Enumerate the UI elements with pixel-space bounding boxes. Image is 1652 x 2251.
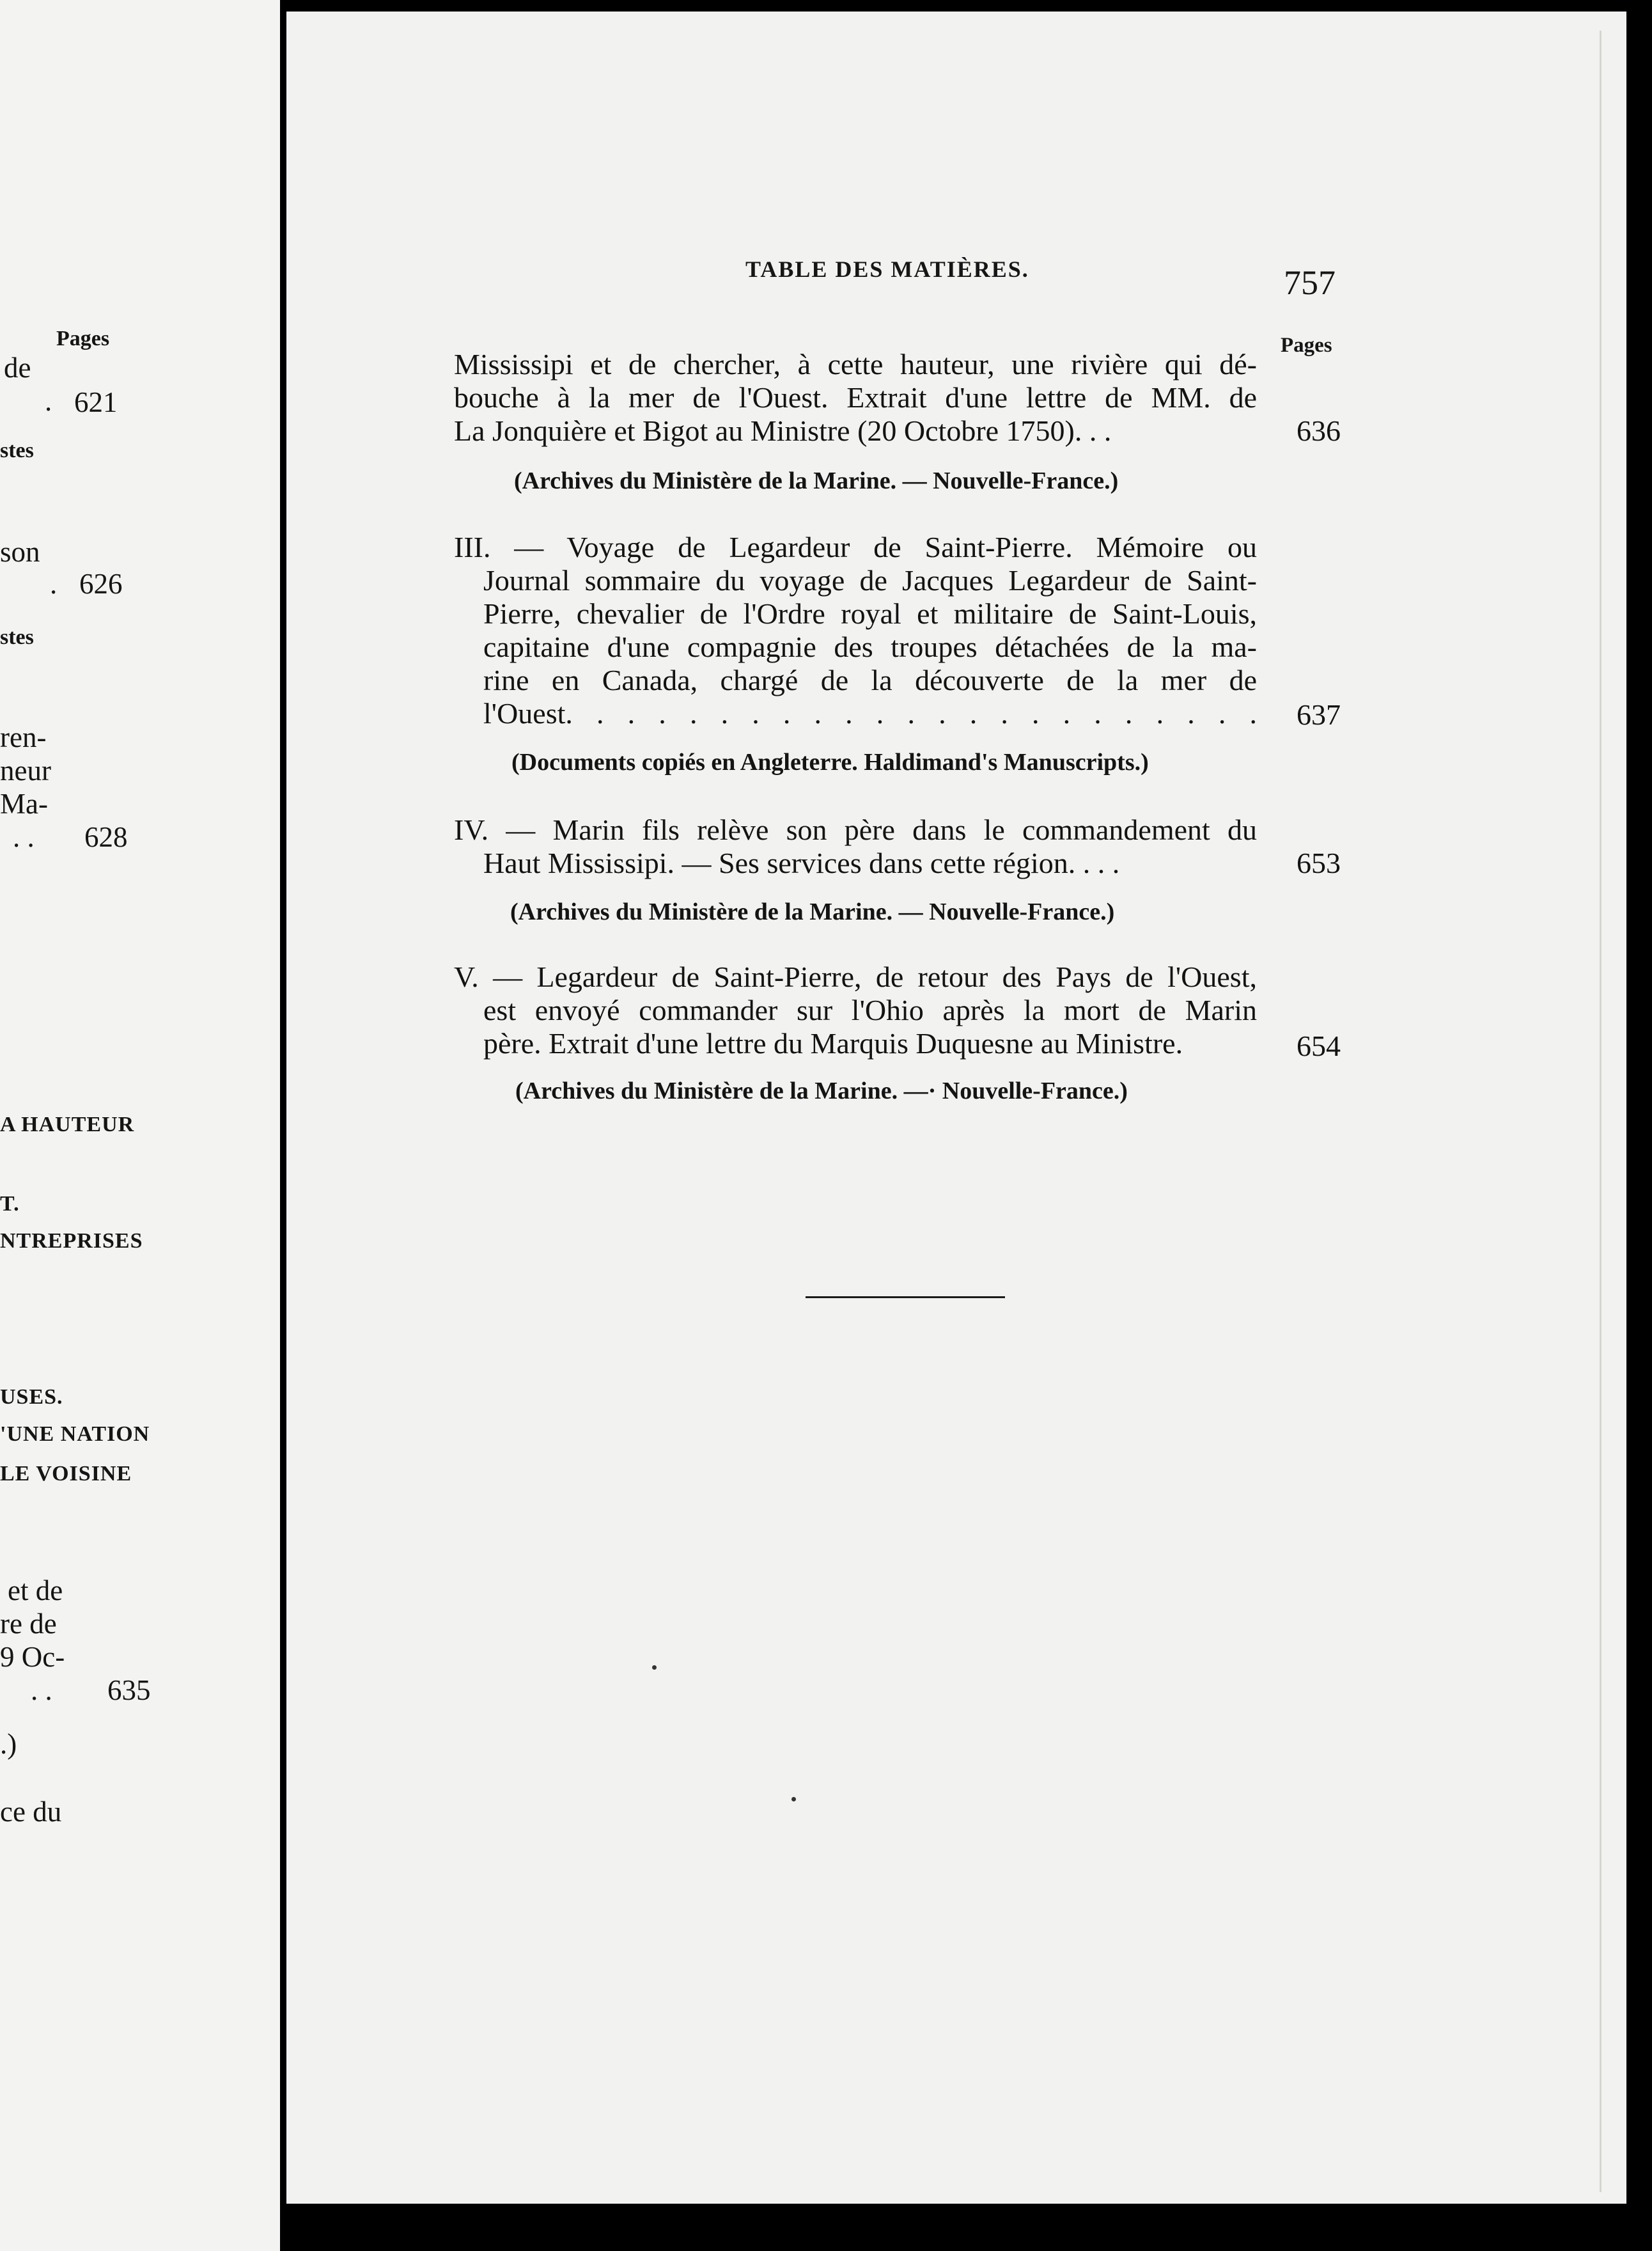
left-fragment: T. (0, 1192, 20, 1216)
left-page-fragment (0, 0, 280, 2251)
page-757 (286, 12, 1626, 2204)
running-head: TABLE DES MATIÈRES. (745, 256, 1029, 282)
toc-source-note: (Archives du Ministère de la Marine. — Nouvelle-France.) (514, 467, 1119, 494)
left-fragment: .) (0, 1728, 17, 1760)
left-fragment: A HAUTEUR (0, 1113, 135, 1136)
toc-entry-line: Pierre, chevalier de l'Ordre royal et militaire de Saint-Louis, (483, 597, 1257, 630)
toc-entry-line: père. Extrait d'une lettre du Marquis Duquesne au Ministre. (483, 1027, 1183, 1060)
toc-entry-line: Mississipi et de chercher, à cette hauteur, une rivière qui dé- (454, 348, 1257, 380)
paper-speck (791, 1797, 796, 1801)
left-pages-label: Pages (56, 327, 110, 350)
left-fragment: neur (0, 755, 51, 787)
toc-entry-line: est envoyé commander sur l'Ohio après la mort de Marin (483, 994, 1257, 1026)
left-fragment: re de (0, 1608, 57, 1640)
toc-entry-line: V. — Legardeur de Saint-Pierre, de retour des Pays de l'Ouest, (454, 961, 1257, 993)
toc-entry-line: Journal sommaire du voyage de Jacques Legardeur de Saint- (483, 564, 1257, 597)
left-fragment: Ma- (0, 788, 48, 820)
left-fragment: son (0, 536, 40, 568)
toc-page-ref: 636 (1297, 414, 1341, 447)
page-number: 757 (1284, 263, 1336, 302)
toc-page-ref: 637 (1297, 698, 1341, 731)
left-fragment: stes (0, 625, 34, 649)
toc-entry-line: l'Ouest. . . . . . . . . . . . . . . . . . . . . . . (483, 697, 1257, 730)
left-page-number: 626 (79, 568, 123, 600)
page-edge-shadow (1600, 31, 1601, 2192)
left-fragment: 9 Oc- (0, 1641, 65, 1673)
left-fragment: . (50, 568, 58, 600)
paper-speck (652, 1665, 657, 1670)
left-page-number: 635 (107, 1674, 151, 1706)
left-fragment: ren- (0, 721, 47, 753)
section-end-rule (806, 1296, 1005, 1298)
toc-entry-line: III. — Voyage de Legardeur de Saint-Pierre. Mémoire ou (454, 531, 1257, 563)
left-fragment: . . (13, 821, 35, 853)
toc-source-note: (Archives du Ministère de la Marine. —· Nouvelle-France.) (515, 1078, 1128, 1104)
left-page-number: 628 (84, 821, 128, 853)
toc-source-note: (Documents copiés en Angleterre. Haldimand's Manuscripts.) (511, 749, 1149, 776)
left-fragment: . . (31, 1674, 52, 1706)
left-fragment: et de (8, 1574, 63, 1606)
left-fragment: LE VOISINE (0, 1462, 132, 1486)
left-fragment: USES. (0, 1385, 63, 1409)
left-fragment: de (4, 352, 31, 384)
toc-entry-line: capitaine d'une compagnie des troupes détachées de la ma- (483, 631, 1257, 663)
toc-page-ref: 654 (1297, 1030, 1341, 1062)
toc-source-note: (Archives du Ministère de la Marine. — Nouvelle-France.) (510, 898, 1115, 925)
toc-entry-line: La Jonquière et Bigot au Ministre (20 Octobre 1750). . . (454, 414, 1112, 447)
toc-entry-line: rine en Canada, chargé de la découverte de la mer de (483, 664, 1257, 696)
toc-entry-line: IV. — Marin fils relève son père dans le commandement du (454, 813, 1257, 846)
left-fragment: ce du (0, 1796, 62, 1828)
toc-page-ref: 653 (1297, 847, 1341, 879)
left-page-number: 621 (74, 386, 118, 418)
left-fragment: NTREPRISES (0, 1229, 143, 1253)
left-fragment: . (45, 385, 52, 417)
pages-column-label: Pages (1281, 334, 1332, 357)
toc-entry-line: Haut Mississipi. — Ses services dans cette région. . . . (483, 847, 1120, 879)
toc-entry-line: bouche à la mer de l'Ouest. Extrait d'une lettre de MM. de (454, 381, 1257, 414)
left-fragment: stes (0, 439, 34, 462)
left-fragment: 'UNE NATION (0, 1422, 150, 1446)
